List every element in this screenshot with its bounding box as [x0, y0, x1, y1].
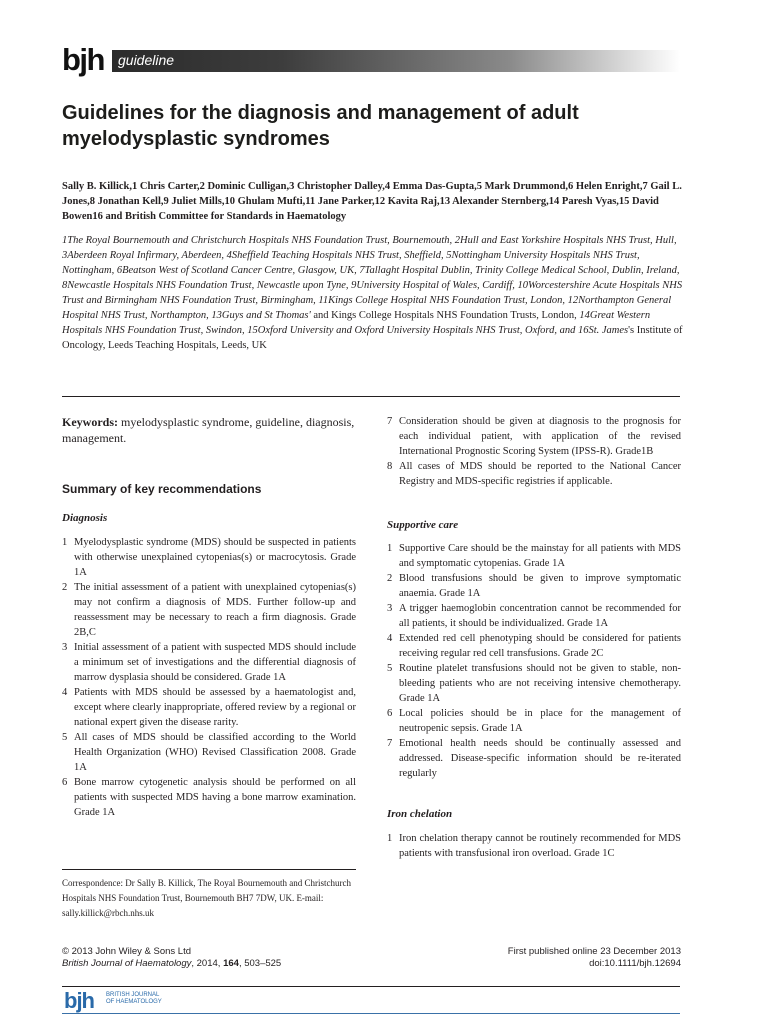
recommendation-item: [62, 640, 356, 685]
article-type-label: guideline: [118, 52, 175, 68]
recommendation-number: 8: [387, 461, 393, 472]
recommendation-text: Patients with MDS should be assessed by a haematologist and, except where clearly inappropriate, offered review by a regional or national expert given the disease rarity.: [74, 687, 356, 728]
right-column: [387, 414, 681, 861]
footer-journal-name-line-1: BRITISH JOURNAL: [106, 992, 160, 998]
supportive-care-heading: Supportive care: [387, 519, 459, 531]
footer-logo: bjh: [64, 988, 94, 1013]
recommendation-number: 5: [387, 663, 393, 674]
recommendation-number: 1: [387, 833, 393, 844]
recommendation-text: Blood transfusions should be given to improve symptomatic anaemia. Grade 1A: [399, 573, 681, 599]
diagnosis-list: [62, 535, 356, 820]
affiliations-part-3: 14Great Western Hospitals NHS Foundation Trust, Swindon, 15Oxford University and Oxford University Hospitals NHS Trust, Oxford, and 16St. James: [62, 310, 651, 336]
header-band: [112, 50, 680, 72]
summary-heading: Summary of key recommendations: [62, 482, 262, 496]
iron-chelation-list: [387, 831, 681, 861]
recommendation-text: All cases of MDS should be reported to the National Cancer Registry and MDS-specific registries if applicable.: [399, 461, 681, 487]
keywords-text: myelodysplastic syndrome, guideline, diagnosis, management.: [62, 415, 355, 445]
recommendation-item: [387, 459, 681, 489]
author-list: Sally B. Killick,1 Chris Carter,2 Dominic Culligan,3 Christopher Dalley,4 Emma Das-Gupta,5 Mark Drummond,6 Helen Enright,7 Gail L. Jones,8 Jonathan Kell,9 Juliet Mills,10 Ghulam Mufti,11 Jane Parker,12 Kavita Raj,13 Alexander Sternberg,14 Paresh Vyas,15 David Bowen16 and British Committee for Standards in Haematology: [62, 181, 682, 222]
journal-name: British Journal of Haematology: [62, 958, 192, 969]
citation-volume: 164: [223, 958, 239, 969]
recommendation-text: Consideration should be given at diagnosis to the prognosis for each individual patient, with application of the revised International Prognostic Scoring System (IPSS-R). Grade1B: [399, 416, 681, 457]
recommendation-number: 1: [387, 543, 393, 554]
footer-journal-name: [106, 992, 162, 1006]
recommendation-item: [387, 414, 681, 459]
recommendation-text: Myelodysplastic syndrome (MDS) should be suspected in patients with otherwise unexplained cytopenias(s) or macrocytosis. Grade 1A: [74, 537, 356, 578]
diagnosis-continued-list: [387, 414, 681, 489]
supportive-care-list: [387, 541, 681, 781]
affiliations-part-2: and Kings College Hospitals NHS Foundation Trusts, London,: [310, 310, 580, 321]
recommendation-item: [387, 601, 681, 631]
recommendation-item: [62, 685, 356, 730]
recommendation-text: All cases of MDS should be classified according to the World Health Organization (WHO) Revised Classification 2008. Grade 1A: [74, 732, 356, 773]
footnote-divider: [62, 869, 356, 870]
footer-bar: [62, 986, 680, 1014]
recommendation-text: Iron chelation therapy cannot be routinely recommended for MDS patients with transfusional iron overload. Grade 1C: [399, 833, 681, 859]
recommendation-item: [387, 541, 681, 571]
recommendation-text: Local policies should be in place for the management of neutropenic sepsis. Grade 1A: [399, 708, 681, 734]
recommendation-item: [387, 736, 681, 781]
journal-logo: bjh: [62, 42, 104, 77]
correspondence-note: Correspondence: Dr Sally B. Killick, The Royal Bournemouth and Christchurch Hospitals NHS Foundation Trust, Bournemouth BH7 7DW, UK. E-mail: sally.killick@rbch.nhs.uk: [62, 878, 352, 918]
recommendation-item: [62, 535, 356, 580]
iron-chelation-heading: Iron chelation: [387, 808, 453, 820]
publication-info: [508, 946, 681, 970]
footer-journal-name-line-2: OF HAEMATOLOGY: [106, 999, 162, 1005]
recommendation-item: [387, 661, 681, 706]
recommendation-number: 4: [387, 633, 393, 644]
copyright-block: [62, 946, 281, 970]
copyright-text: © 2013 John Wiley & Sons Ltd: [62, 946, 191, 957]
keywords-label: Keywords:: [62, 415, 118, 429]
recommendation-text: Initial assessment of a patient with suspected MDS should include a minimum set of investigations and the differential diagnosis of marrow dysplasia should be considered. Grade 1A: [74, 642, 356, 683]
diagnosis-heading: Diagnosis: [62, 512, 108, 524]
recommendation-item: [387, 631, 681, 661]
header-divider: [62, 396, 680, 397]
recommendation-item: [62, 775, 356, 820]
recommendation-item: [62, 730, 356, 775]
affiliations-part-4: 's Institute of Oncology, Leeds Teaching Hospitals, Leeds, UK: [62, 325, 683, 351]
recommendation-number: 7: [387, 738, 393, 749]
recommendation-text: Routine platelet transfusions should not be given to stable, non-bleeding patients who are not receiving intensive chemotherapy. Grade 1A: [399, 663, 681, 704]
recommendation-number: 4: [62, 687, 68, 698]
citation-pages: , 503–525: [238, 958, 282, 969]
recommendation-number: 3: [387, 603, 393, 614]
left-column: [62, 414, 356, 820]
recommendation-text: Extended red cell phenotyping should be considered for patients receiving regular red cell transfusions. Grade 2C: [399, 633, 681, 659]
recommendation-number: 7: [387, 416, 393, 427]
recommendation-text: A trigger haemoglobin concentration cannot be recommended for all patients, it should be individualized. Grade 1A: [399, 603, 681, 629]
recommendation-number: 5: [62, 732, 68, 743]
recommendation-number: 2: [387, 573, 393, 584]
recommendation-text: The initial assessment of a patient with unexplained cytopenias(s) may not confirm a diagnosis of MDS. Further follow-up and reassessment may be necessary to reach a firm diagnosis. Grade 2B,C: [74, 582, 356, 638]
recommendation-text: Emotional health needs should be continually assessed and addressed. Disease-specific information should be re-iterated regularly: [399, 738, 681, 779]
affiliations-part-1: 1The Royal Bournemouth and Christchurch Hospitals NHS Foundation Trust, Bournemouth, 2Hull and East Yorkshire Hospitals NHS Trust, Hull, 3Aberdeen Royal Infirmary, Aberdeen, 4Sheffield Teaching Hospitals NHS Trust, Sheffield, 5Nottingham University Hospitals NHS Trust, Nottingham, 6Beatson West of Scotland Cancer Centre, Glasgow, UK, 7Tallaght Hospital Dublin, Trinity College Medical School, Dublin, Ireland, 8Newcastle Hospitals NHS Foundation Trust, Newcastle upon Tyne, 9University Hospital of Wales, Cardiff, 10Worcestershire Acute Hospitals NHS Trust and Birmingham NHS Foundation Trust, Birmingham, 11Kings College Hospital NHS Foundation Trust, London, 12Northampton General Hospital NHS Trust, Northampton, 13Guys and St Thomas': [62, 235, 683, 321]
recommendation-number: 6: [387, 708, 393, 719]
journal-header: [62, 44, 680, 78]
published-date: First published online 23 December 2013: [507, 946, 681, 957]
recommendation-number: 6: [62, 777, 68, 788]
recommendation-number: 2: [62, 582, 68, 593]
affiliation-list: [62, 233, 684, 353]
citation-year: , 2014,: [191, 958, 224, 969]
recommendation-item: [387, 571, 681, 601]
recommendation-text: Supportive Care should be the mainstay for all patients with MDS and symptomatic cytopenias. Grade 1A: [399, 543, 681, 569]
recommendation-text: Bone marrow cytogenetic analysis should be performed on all patients with suspected MDS having a bone marrow examination. Grade 1A: [74, 777, 356, 818]
recommendation-number: 3: [62, 642, 68, 653]
recommendation-item: [387, 706, 681, 736]
citation-line: [62, 958, 281, 970]
recommendation-item: [62, 580, 356, 640]
article-title: Guidelines for the diagnosis and management of adult myelodysplastic syndromes: [62, 102, 579, 150]
keywords: [62, 414, 356, 446]
recommendation-item: [387, 831, 681, 861]
recommendation-number: 1: [62, 537, 68, 548]
doi-link[interactable]: doi:10.1111/bjh.12694: [589, 958, 681, 969]
